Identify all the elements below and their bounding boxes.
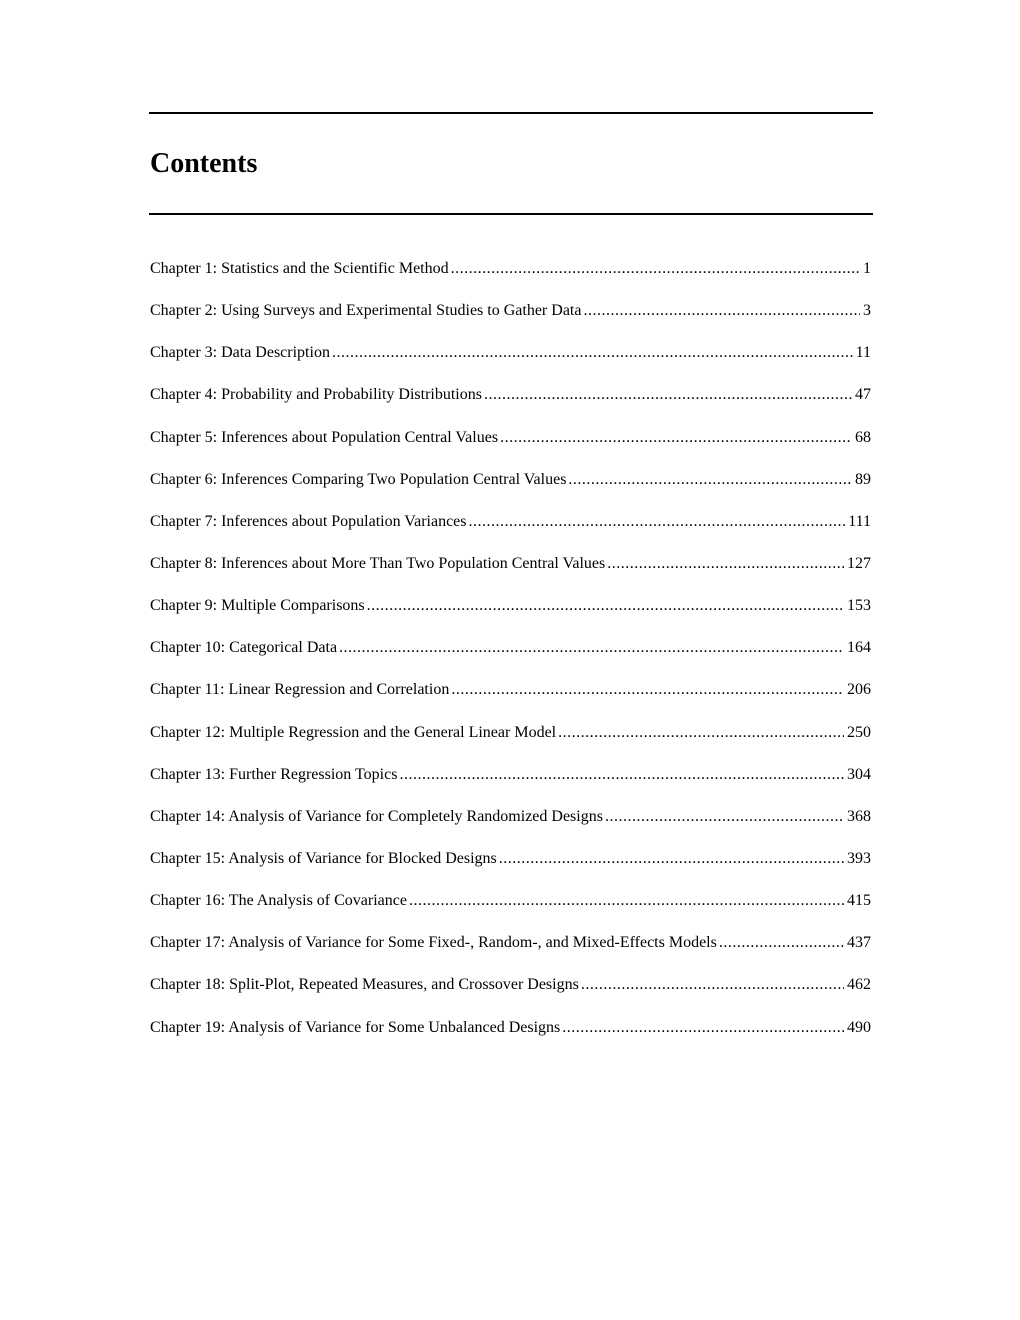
toc-entry-page: 89 xyxy=(855,470,871,488)
toc-entry[interactable] xyxy=(150,343,871,385)
contents-page xyxy=(149,112,873,1060)
toc-entry-page: 206 xyxy=(847,681,871,699)
toc-dot-leader xyxy=(409,891,844,911)
toc-entry-page: 164 xyxy=(847,639,871,657)
toc-dot-leader xyxy=(562,1018,844,1038)
toc-entry[interactable] xyxy=(150,975,871,1017)
toc-dot-leader xyxy=(719,933,844,953)
toc-entry-page: 153 xyxy=(847,597,871,615)
toc-entry-page: 127 xyxy=(847,554,871,572)
toc-entry-page: 304 xyxy=(847,765,871,783)
toc-entry-page: 68 xyxy=(855,428,871,446)
toc-entry[interactable] xyxy=(150,723,871,765)
toc-entry-title: Chapter 14: Analysis of Variance for Completely Randomized Designs xyxy=(150,807,603,825)
toc-entry-title: Chapter 2: Using Surveys and Experimental Studies to Gather Data xyxy=(150,302,582,320)
toc-entry[interactable] xyxy=(150,1018,871,1060)
toc-entry[interactable] xyxy=(150,385,871,427)
toc-dot-leader xyxy=(605,807,844,827)
toc-dot-leader xyxy=(607,554,844,574)
toc-entry[interactable] xyxy=(150,554,871,596)
toc-entry-page: 437 xyxy=(847,934,871,952)
toc-entry-title: Chapter 17: Analysis of Variance for Some Fixed-, Random-, and Mixed-Effects Models xyxy=(150,934,717,952)
toc-entry-page: 250 xyxy=(847,723,871,741)
toc-dot-leader xyxy=(469,512,846,532)
toc-entry-title: Chapter 6: Inferences Comparing Two Population Central Values xyxy=(150,470,567,488)
toc-entry[interactable] xyxy=(150,807,871,849)
toc-entry-page: 47 xyxy=(855,386,871,404)
table-of-contents xyxy=(150,259,871,1060)
toc-entry[interactable] xyxy=(150,596,871,638)
toc-dot-leader xyxy=(558,723,844,743)
toc-entry[interactable] xyxy=(150,933,871,975)
toc-entry-title: Chapter 12: Multiple Regression and the General Linear Model xyxy=(150,723,557,741)
toc-entry-page: 415 xyxy=(847,892,871,910)
toc-dot-leader xyxy=(500,428,852,448)
toc-entry[interactable] xyxy=(150,470,871,512)
toc-entry-page: 462 xyxy=(847,976,871,994)
top-rule xyxy=(149,112,873,114)
toc-entry[interactable] xyxy=(150,428,871,470)
toc-entry-title: Chapter 7: Inferences about Population Variances xyxy=(150,512,467,530)
toc-entry-page: 3 xyxy=(863,302,871,320)
toc-entry[interactable] xyxy=(150,512,871,554)
toc-entry-page: 11 xyxy=(855,344,871,362)
toc-entry-page: 393 xyxy=(847,849,871,867)
toc-entry[interactable] xyxy=(150,765,871,807)
toc-entry-title: Chapter 18: Split-Plot, Repeated Measures, and Crossover Designs xyxy=(150,976,579,994)
toc-dot-leader xyxy=(332,343,853,363)
toc-entry-title: Chapter 8: Inferences about More Than Two Population Central Values xyxy=(150,554,606,572)
toc-entry-title: Chapter 10: Categorical Data xyxy=(150,639,338,657)
toc-entry[interactable] xyxy=(150,849,871,891)
page-title: Contents xyxy=(150,148,258,179)
toc-entry-title: Chapter 15: Analysis of Variance for Blocked Designs xyxy=(150,849,497,867)
toc-dot-leader xyxy=(367,596,844,616)
toc-entry-title: Chapter 11: Linear Regression and Correlation xyxy=(150,681,450,699)
toc-dot-leader xyxy=(451,680,844,700)
toc-entry[interactable] xyxy=(150,638,871,680)
toc-entry-title: Chapter 13: Further Regression Topics xyxy=(150,765,398,783)
toc-dot-leader xyxy=(499,849,844,869)
toc-entry-title: Chapter 19: Analysis of Variance for Some Unbalanced Designs xyxy=(150,1018,561,1036)
toc-entry[interactable] xyxy=(150,891,871,933)
toc-entry-page: 1 xyxy=(863,260,871,277)
toc-entry-page: 490 xyxy=(847,1018,871,1036)
toc-dot-leader xyxy=(451,259,860,279)
toc-entry[interactable] xyxy=(150,301,871,343)
toc-dot-leader xyxy=(583,301,860,321)
toc-entry[interactable] xyxy=(150,680,871,722)
toc-dot-leader xyxy=(581,975,844,995)
toc-entry-page: 111 xyxy=(848,512,871,530)
toc-entry-title: Chapter 5: Inferences about Population Central Values xyxy=(150,428,499,446)
toc-entry[interactable] xyxy=(150,259,871,301)
toc-entry-title: Chapter 3: Data Description xyxy=(150,344,330,362)
toc-entry-title: Chapter 9: Multiple Comparisons xyxy=(150,597,365,615)
toc-entry-title: Chapter 4: Probability and Probability Distributions xyxy=(150,386,482,404)
toc-dot-leader xyxy=(399,765,844,785)
bottom-rule xyxy=(149,213,873,215)
toc-dot-leader xyxy=(339,638,844,658)
toc-entry-title: Chapter 1: Statistics and the Scientific Method xyxy=(150,260,449,277)
toc-dot-leader xyxy=(568,470,852,490)
toc-entry-page: 368 xyxy=(847,807,871,825)
toc-entry-title: Chapter 16: The Analysis of Covariance xyxy=(150,892,407,910)
toc-dot-leader xyxy=(484,385,852,405)
